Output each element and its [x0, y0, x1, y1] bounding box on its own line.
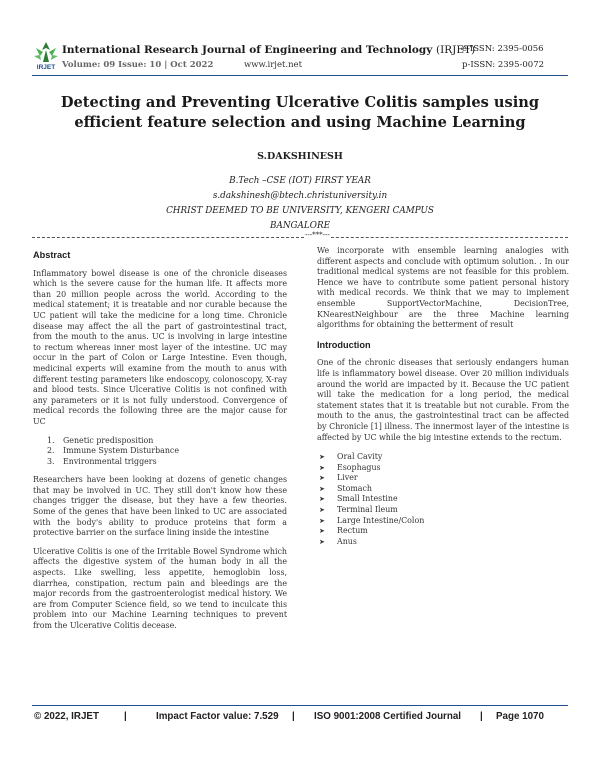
journal-title [62, 44, 475, 56]
arrow-bullet-icon: ➤ [319, 516, 325, 525]
list-item: ➤ Oral Cavity [319, 452, 383, 462]
paper-title: Detecting and Preventing Ulcerative Colitis samples using efficient feature selection and using Machine Learning [60, 94, 540, 131]
list-item: ➤ Stomach [319, 483, 373, 493]
logo-text: IRJET [36, 64, 56, 71]
causes-list [33, 436, 287, 468]
introduction-heading: Introduction [317, 339, 371, 350]
right-column [317, 246, 569, 547]
list-item: ➤ Terminal Ileum [319, 505, 398, 515]
abstract-paragraph-1: Inflammatory bowel disease is one of the chronicle diseases which is the severe cause for the human life. It affects more than 20 million people across the world. According to the medical statement; it is treatable and nor curable because the UC patient will take the medicine for a long time. Chronicle disease may affect the all the part of gastrointestinal tract, from the mouth to the anus. UC is involving in large intestine to rectum whereas inner most layer of the intestine. UC may occur in the part of Colon or Large Intestine. Even though, medicinal experts will examine from the mouth to anus with different testing parameters like endoscopy, colonoscopy, X-ray and blood tests. Since Ulcerative Colitis is not confined with any parameters or it is not fully understood. Convergence of medical records the following three are the major cause for UC [33, 268, 287, 426]
arrow-bullet-icon: ➤ [319, 495, 325, 504]
arrow-bullet-icon: ➤ [319, 463, 325, 472]
arrow-bullet-icon: ➤ [319, 527, 325, 536]
affiliation-email[interactable]: s.dakshinesh@btech.christuniversity.in [212, 191, 388, 201]
footer-page-number: Page 1070 [496, 711, 544, 722]
abstract-paragraph-4: We incorporate with ensemble learning analogies with different aspects and conclude with optimum solution. . In our traditional medical systems are not feasible for this problem. Hence we have to contribute some patient personal history with medical records. We think that we may to implement ensemble SupportVectorMachine, DecisionTree, KNearestNeighbour are the three Machine learning algorithms for obtaining the betterment of result [317, 246, 569, 330]
p-issn: p-ISSN: 2395-0072 [462, 60, 545, 70]
list-item: ➤ Anus [319, 536, 357, 546]
affiliation-university: CHRIST DEEMED TO BE UNIVERSITY, KENGERI CAMPUS [166, 206, 434, 216]
list-item: ➤ Small Intestine [319, 494, 398, 504]
header-divider [32, 75, 568, 76]
list-item: 2. Immune System Disturbance [47, 446, 180, 456]
introduction-paragraph-1: One of the chronic diseases that seriously endangers human life is inflammatory bowel disease. Over 20 million individuals around the world are impacted by it. Because the UC patient will take the medication for a long period, the medical statement states that it is treatable but not curable. From the mouth to the anus, the gastrointestinal tract can be affected by Chronicle [1] illness. The innermost layer of the intestine is affected by UC while the big intestine extends to the rectum. [317, 358, 569, 442]
author-name: S.DAKSHINESH [257, 151, 343, 162]
irjet-logo [32, 40, 60, 74]
abstract-heading: Abstract [33, 250, 71, 260]
left-column [33, 250, 287, 632]
list-item: ➤ Liver [319, 473, 358, 483]
volume-issue: Volume: 09 Issue: 10 | Oct 2022 [62, 60, 214, 70]
e-issn: e-ISSN: 2395-0056 [462, 44, 544, 54]
affiliation-program: B.Tech –CSE (IOT) FIRST YEAR [229, 176, 371, 186]
abstract-paragraph-3: Ulcerative Colitis is one of the Irritable Bowel Syndrome which affects the digestive system of the human body in all the aspects. Like swelling, less appetite, hemoglobin loss, diarrhea, constipation, rectum pain and bleedings are the major records from the gastroenterologist medical history. We are from Computer Science field, so we tend to inculcate this problem into our Machine Learning techniques to prevent from the Ulcerative Colitis decease. [33, 546, 287, 630]
arrow-bullet-icon: ➤ [319, 537, 325, 546]
footer-divider [32, 705, 568, 706]
affiliation-city: BANGALORE [270, 221, 330, 231]
list-item: 3. Environmental triggers [47, 456, 157, 466]
list-item: 1. Genetic predisposition [47, 435, 154, 445]
journal-website[interactable]: www.irjet.net [244, 60, 303, 70]
list-item: ➤ Large Intestine/Colon [319, 515, 425, 525]
footer-sep-2: | [292, 711, 295, 722]
arrow-bullet-icon: ➤ [319, 506, 325, 515]
footer-copyright: © 2022, IRJET [34, 711, 99, 722]
abstract-paragraph-2: Researchers have been looking at dozens of genetic changes that may be involved in UC. They still don't know how these changes trigger the disease, but they have a few theories. Some of the genes that have been linked to UC are associated with the body's ability to produce proteins that form a protective barrier on the surface lining inside the intestine [33, 475, 287, 538]
journal-name: International Research Journal of Engineering and Technology [62, 44, 433, 56]
arrow-bullet-icon: ➤ [319, 484, 325, 493]
footer-impact-factor: Impact Factor value: 7.529 [156, 711, 279, 722]
list-item: ➤ Rectum [319, 526, 368, 536]
section-divider [32, 237, 568, 238]
organs-list [317, 452, 569, 547]
arrow-bullet-icon: ➤ [319, 453, 325, 462]
list-item: ➤ Esophagus [319, 462, 381, 472]
journal-abbr: (IRJET) [435, 44, 476, 56]
arrow-bullet-icon: ➤ [319, 474, 325, 483]
divider-stars: ---***--- [305, 231, 330, 239]
footer-sep-3: | [480, 711, 483, 722]
footer-sep-1: | [124, 711, 127, 722]
footer-iso: ISO 9001:2008 Certified Journal [314, 711, 462, 722]
